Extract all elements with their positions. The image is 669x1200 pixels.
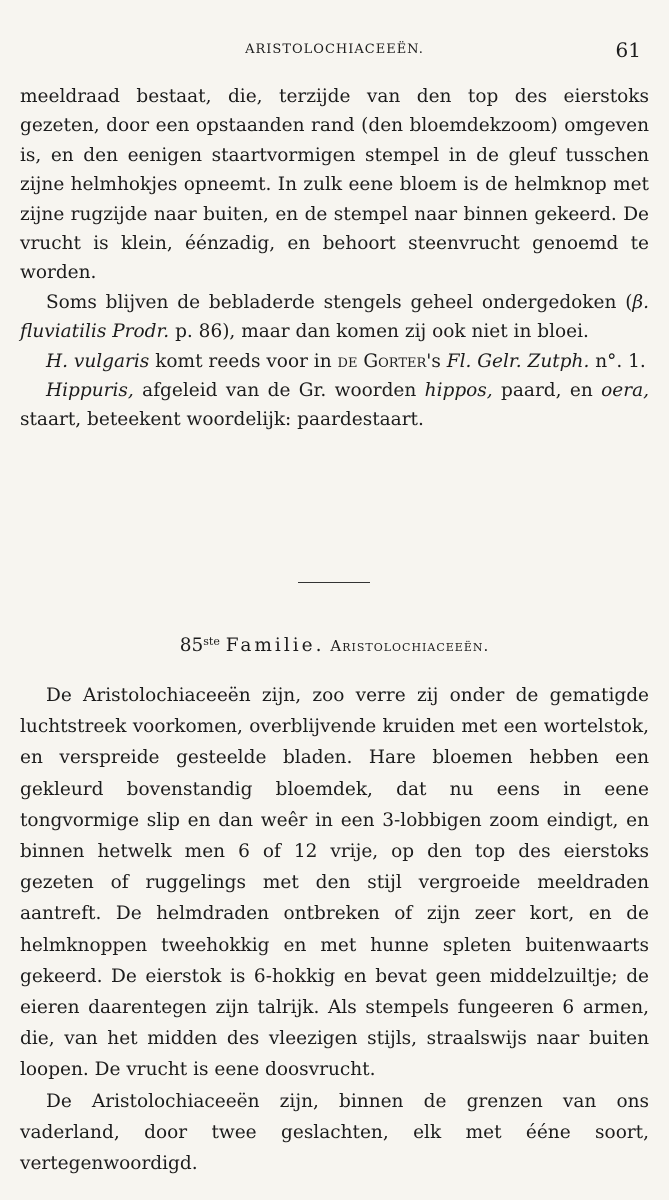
text-span: 's <box>426 350 447 372</box>
running-title: ARISTOLOCHIACEEËN. <box>245 42 424 57</box>
text-block-family <box>20 680 649 1179</box>
text-span: paard, en <box>492 380 602 402</box>
variety-reference: β. fluviatilis Prodr. <box>20 291 649 343</box>
page-number: 61 <box>615 38 641 62</box>
genus-name: Hippuris, <box>46 380 134 402</box>
family-name: Aristolochiaceeën. <box>330 637 490 655</box>
paragraph-continued: meeldraad bestaat, die, terzijde van den top des eierstoks gezeten, door een opstaanden rand (den bloemdekzoom) omgeven is, en den eenigen staartvormigen stempel in de gleuf tusschen zijne helmhokjes opneemt. In zulk eene bloem is de helmknop met zijne rugzijde naar buiten, en de stempel naar binnen gekeerd. De vrucht is klein, éénzadig, en behoort steenvrucht genoemd te worden. <box>20 86 649 284</box>
family-number: 85 <box>179 635 204 656</box>
text-span: komt reeds voor in <box>149 350 338 372</box>
family-heading <box>0 635 669 656</box>
greek-word: oera, <box>601 380 649 402</box>
text-span: afgeleid van de Gr. woorden <box>133 380 425 402</box>
species-name: H. vulgaris <box>46 350 150 372</box>
paragraph-etymology <box>20 376 649 435</box>
paragraph-submerged <box>20 288 649 347</box>
author-name: de Gorter <box>337 350 427 372</box>
text-span: staart, beteekent woordelijk: paardestaart. <box>20 409 424 431</box>
text-span: p. 86), maar dan komen zij ook niet in bloei. <box>169 321 589 343</box>
paragraph-gorter <box>20 347 649 376</box>
family-label: Familie. <box>225 635 325 656</box>
work-title: Fl. Gelr. Zutph. <box>446 350 590 372</box>
greek-word: hippos, <box>424 380 493 402</box>
text-block-continued <box>20 82 649 435</box>
paragraph-description: De Aristolochiaceeën zijn, zoo verre zij onder de gematigde luchtstreek voorkomen, overblijvende kruiden met een wortelstok, en verspreide gesteelde bladen. Hare bloemen hebben een gekleurd bovenstandig bloemdek, dat nu eens in eene tongvormige slip en dan weêr in een 3-lobbigen zoom eindigt, en binnen hetwelk men 6 of 12 vrije, op den top des eierstoks gezeten of ruggelings met den stijl vergroeide meeldraden aantreft. De helmdraden ontbreken of zijn zeer kort, en de helmknoppen tweehokkig en met hunne spleten buitenwaarts gekeerd. De eierstok is 6-hokkig en bevat geen middelzuiltje; de eieren daarentegen zijn talrijk. Als stempels fungeeren 6 armen, die, van het midden des vleezigen stijls, straalswijs naar buiten loopen. De vrucht is eene doosvrucht. <box>20 685 649 1081</box>
section-divider <box>298 582 370 583</box>
family-number-suffix: ste <box>203 635 220 648</box>
paragraph-distribution: De Aristolochiaceeën zijn, binnen de grenzen van ons vaderland, door twee geslachten, elk met ééne soort, vertegenwoordigd. <box>20 1090 649 1175</box>
text-span: Soms blijven de bebladerde stengels geheel ondergedoken ( <box>46 291 633 313</box>
running-head <box>20 38 649 64</box>
text-span: n°. 1. <box>589 350 646 372</box>
